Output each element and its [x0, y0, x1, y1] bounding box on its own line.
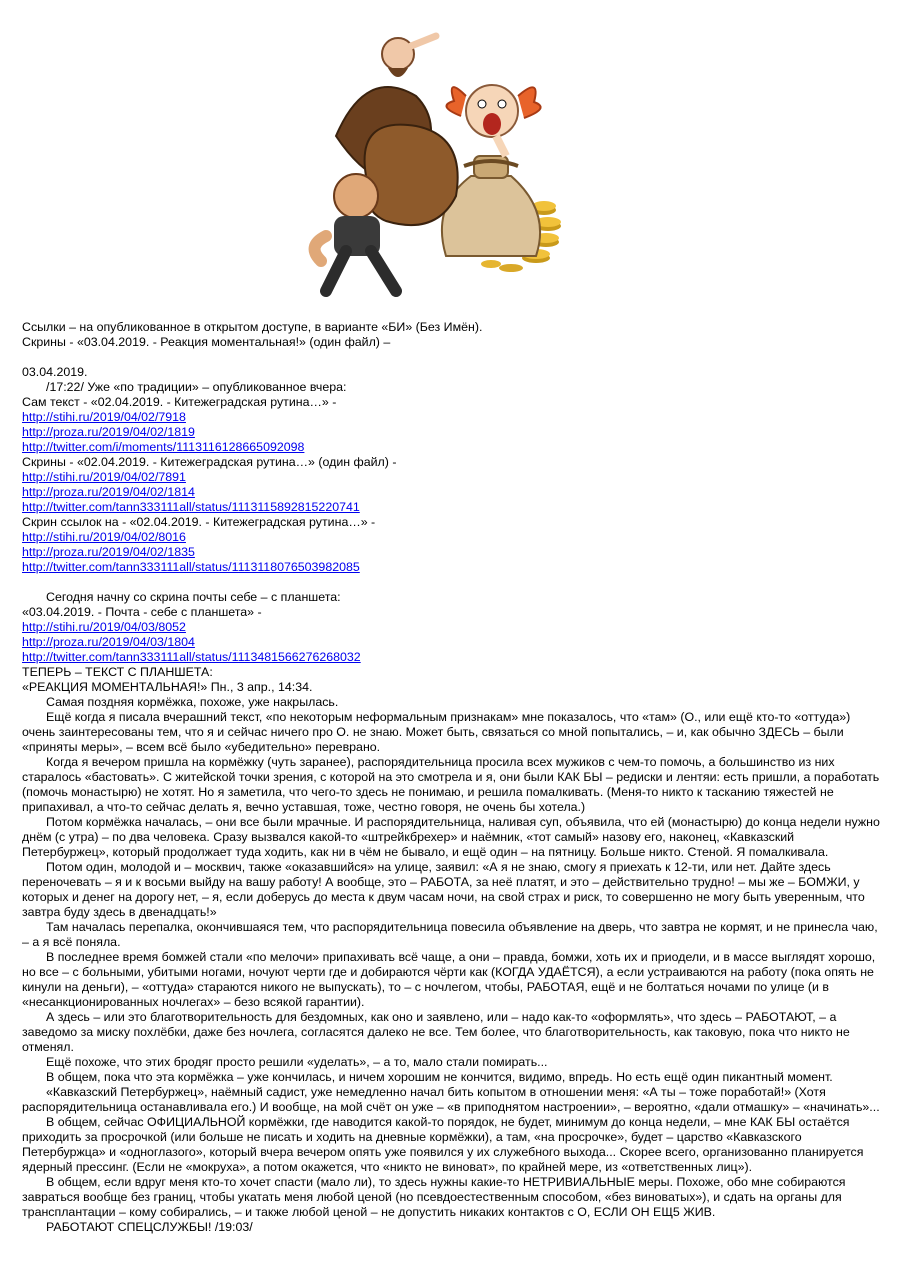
link-stihi-7891[interactable]: http://stihi.ru/2019/04/02/7891 — [22, 470, 186, 484]
link-twitter-status-3[interactable]: http://twitter.com/tann333111all/status/1113481566276268032 — [22, 650, 361, 664]
link-twitter-status-1[interactable]: http://twitter.com/tann333111all/status/1113115892815220741 — [22, 500, 360, 514]
paragraph: Потом один, молодой и – москвич, также «оказавшийся» на улице, заявил: «А я не знаю, смогу я приехать к 12-ти, или нет. Дайте здесь переночевать – я и к восьми выйду на вашу работу! А вообще, это – РАБОТА, за неё платят, и это – действительно трудно! – мы же – БОМЖИ, у которых и денег на дорогу нет, – я, если доберусь до места к двум часам ночи, на свой страх и риск, то совершенно не могу быть уверенным, что завтра буду здесь в двенадцать!» — [22, 860, 865, 919]
thief-with-sack — [315, 36, 458, 291]
closing-line: РАБОТАЮТ СПЕЦСЛУЖБЫ! /19:03/ — [46, 1220, 253, 1234]
link-twitter-moments[interactable]: http://twitter.com/i/moments/1113116128665092098 — [22, 440, 305, 454]
document-body — [22, 320, 880, 1235]
entry-date: 03.04.2019. — [22, 365, 88, 379]
block4-label: «03.04.2019. - Почта - себе с планшета» - — [22, 605, 262, 619]
entry-time-line: /17:22/ Уже «по традиции» – опубликованное вчера: — [46, 380, 347, 394]
paragraph: «Кавказский Петербуржец», наёмный садист, уже немедленно начал бить копытом в отношении меня: «А ты – тоже поработай!» (Хотя распорядительница останавливала его.) И вообще, на мой счёт он уже – «в приподнятом настроении», – вероятно, «дали отмашку» – «начинать»... — [22, 1085, 880, 1114]
link-proza-1819[interactable]: http://proza.ru/2019/04/02/1819 — [22, 425, 195, 439]
link-stihi-7918[interactable]: http://stihi.ru/2019/04/02/7918 — [22, 410, 186, 424]
block3-label: Скрин ссылок на - «02.04.2019. - Китежеградская рутина…» - — [22, 515, 376, 529]
paragraph: Там началась перепалка, окончившаяся тем, что распорядительница повесила объявление на дверь, что завтра не кормят, и не принесла чаю, – а я всё поняла. — [22, 920, 878, 949]
now-text-heading: ТЕПЕРЬ – ТЕКСТ С ПЛАНШЕТА: — [22, 665, 213, 679]
block2-label: Скрины - «02.04.2019. - Китежеградская рутина…» (один файл) - — [22, 455, 397, 469]
paragraph: В общем, сейчас ОФИЦИАЛЬНОЙ кормёжки, где наводится какой-то порядок, не будет, минимум до конца недели, – мне КАК БЫ остаётся приходить за просрочкой (или больше не писать и ходить на дневные кормёжки), а там, «на просрочке», будет – царство «Кавказского Петербуржца» и «одноглазого», который вчера вечером опять уже появился у их служебного выхода... Скорее всего, организованно планируется ядерный прессинг. (Если не «мокруха», а потом окажется, что «никто не виноват», по крайней мере, из «ответственных лиц»). — [22, 1115, 864, 1174]
links-note: Ссылки – на опубликованное в открытом доступе, в варианте «БИ» (Без Имён). — [22, 320, 483, 334]
link-proza-1814[interactable]: http://proza.ru/2019/04/02/1814 — [22, 485, 195, 499]
block1-label: Сам текст - «02.04.2019. - Китежеградская рутина…» - — [22, 395, 337, 409]
paragraph: Потом кормёжка началась, – они все были мрачные. И распорядительница, наливая суп, объявила, что ей (монастырю) до конца недели нужно днём (с утра) – по два человека. Сразу вызвался какой-то «штрейкбрехер» и наёмник, «тот самый» назову его, наконец, «Кавказский Петербуржец», который продолжает туда ходить, как ни в чём не бывало, и ещё один – на пятницу. Больше никто. Стеной. Я помалкивала. — [22, 815, 880, 859]
paragraph: Ещё когда я писала вчерашний текст, «по некоторым неформальным признакам» мне показалось, что «там» (О., или ещё кто-то «оттуда») очень заинтересованы тем, что я и сейчас ничего про О. не знаю. Может быть, связаться со мной попытались, – и, как обычно ЗДЕСЬ – были «приняты меры», – всем всё было «убедительно» переврано. — [22, 710, 851, 754]
screens-note: Скрины - «03.04.2019. - Реакция моментальная!» (один файл) – — [22, 335, 391, 349]
paragraph: Самая поздняя кормёжка, похоже, уже накрылась. — [46, 695, 339, 709]
paragraph: В общем, пока что эта кормёжка – уже кончилась, и ничем хорошим не кончится, видимо, впредь. Но есть ещё один пикантный момент. — [46, 1070, 833, 1084]
link-stihi-8052[interactable]: http://stihi.ru/2019/04/03/8052 — [22, 620, 186, 634]
paragraph: В последнее время бомжей стали «по мелочи» припахивать всё чаще, а они – правда, бомжи, хоть их и приодели, и в массе выглядят хорошо, но все – с больными, убитыми ногами, ночуют черти где и добираются чёрти как (КОГДА УДАЁТСЯ), а если устраиваются на работу (пока опять не кинули на деньги), – «оттуда» стараются никого не выпускать), то – с ночлегом, чтобы, РАБОТАЯ, ещё и не болтаться ночами по улице (и в «несанкционированных ночлегах» – безо всякой гарантии). — [22, 950, 876, 1009]
reaction-heading: «РЕАКЦИЯ МОМЕНТАЛЬНАЯ!» Пн., 3 апр., 14:34. — [22, 680, 313, 694]
link-twitter-status-2[interactable]: http://twitter.com/tann333111all/status/1113118076503982085 — [22, 560, 360, 574]
link-stihi-8016[interactable]: http://stihi.ru/2019/04/02/8016 — [22, 530, 186, 544]
cartoon-illustration — [296, 6, 596, 306]
today-line: Сегодня начну со скрина почты себе – с планшета: — [46, 590, 341, 604]
paragraph: Ещё похоже, что этих бродяг просто решили «уделать», – а то, мало стали помирать... — [46, 1055, 548, 1069]
paragraph: Когда я вечером пришла на кормёжку (чуть заранее), распорядительница просила всех мужиков с чем-то помочь, а большинство из них старалось «бастовать». С житейской точки зрения, с которой на это смотрела и я, они были КАК БЫ – редиски и лентяи: есть пришли, а поработать (помочь монастырю) не хотят. Но я заметила, что чего-то здесь не понимаю, и решила помалкивать. (Меня-то никто к тасканию тяжестей не припахивал, а что-то сейчас делать я, вечно уставшая, тоже, честно говоря, не очень бы хотела.) — [22, 755, 880, 814]
link-proza-1835[interactable]: http://proza.ru/2019/04/02/1835 — [22, 545, 195, 559]
paragraph: В общем, если вдруг меня кто-то хочет спасти (мало ли), то здесь нужны какие-то НЕТРИВИАЛЬНЫЕ меры. Похоже, обо мне собираются завраться вообще без границ, чтобы укатать меня любой ценой (но псевдоестественным способом, «без виноватых»), и сдать на органы для трансплантации – кому собирались, – и также любой ценой – не допустить никаких контактов с О, ЕСЛИ ОН ЕЩ5 ЖИВ. — [22, 1175, 846, 1219]
link-proza-1804[interactable]: http://proza.ru/2019/04/03/1804 — [22, 635, 195, 649]
paragraph: А здесь – или это благотворительность для бездомных, как оно и заявлено, или – надо как-то «оформлять», что здесь – РАБОТАЮТ, – а заведомо за миску похлёбки, даже без ночлега, согласятся далеко не все. Тем более, что благотворительность, как таковую, пока что никто не отменял. — [22, 1010, 850, 1054]
